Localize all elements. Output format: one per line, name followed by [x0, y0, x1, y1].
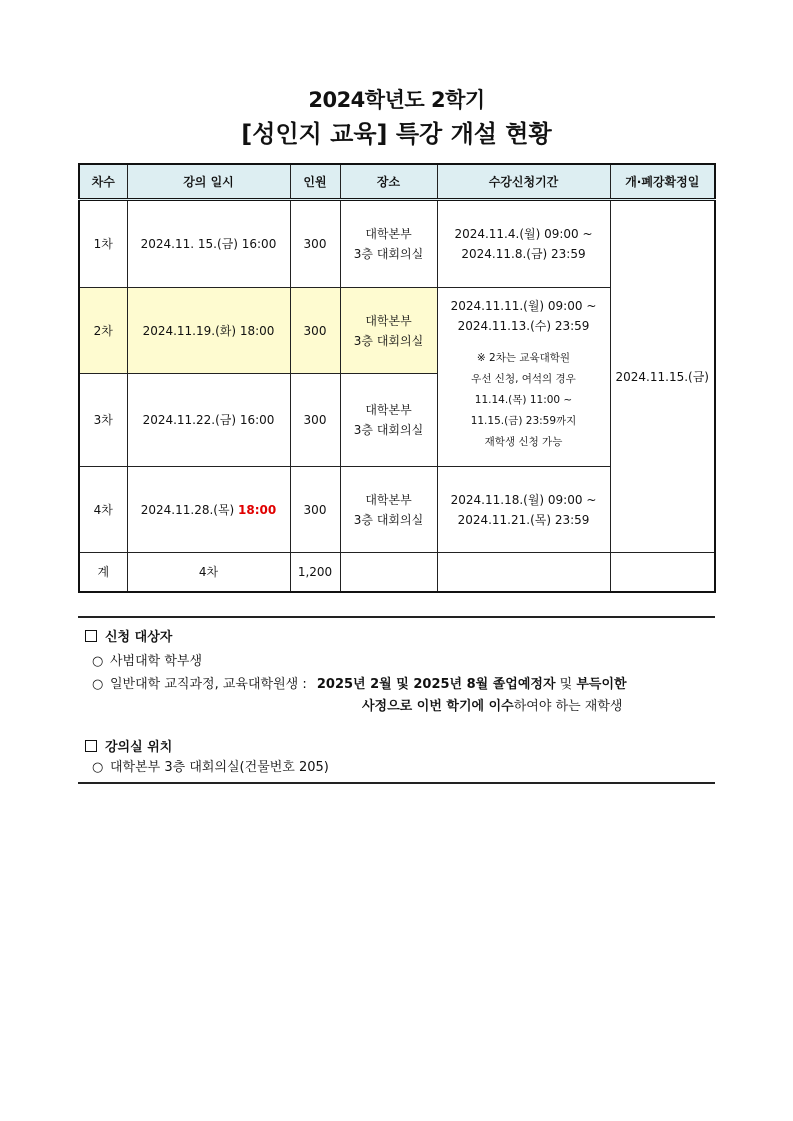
- place-cell: [340, 467, 437, 553]
- place-line1: 대학본부: [365, 227, 412, 241]
- place-cell: [340, 200, 437, 288]
- header-place: 장소: [340, 164, 437, 200]
- list-item: [92, 650, 202, 669]
- list-item-bold: 사정으로 이번 학기에 이수: [362, 699, 514, 714]
- note-line: 우선 신청, 여석의 경우: [471, 373, 576, 385]
- place-cell: [340, 374, 437, 467]
- circle-bullet-icon: ○: [92, 760, 104, 775]
- list-item-bold: 2025년 2월 및 2025년 8월 졸업예정자: [316, 677, 556, 692]
- count-cell: 300: [290, 200, 340, 288]
- section-applicants-heading: [85, 626, 172, 645]
- datetime-text: 2024.11.28.(목): [140, 502, 239, 517]
- header-confirm-date: 개·폐강확정일: [610, 164, 715, 200]
- table-total-row: [79, 553, 715, 592]
- period-start: 2024.11.11.(월) 09:00 ~: [450, 299, 597, 313]
- list-item-bold: 부득이한: [576, 677, 627, 692]
- round-cell: 4차: [79, 467, 127, 553]
- datetime-time-highlight: 18:00: [238, 502, 277, 517]
- datetime-cell: [127, 467, 290, 553]
- divider: [78, 782, 715, 784]
- datetime-cell: 2024.11. 15.(금) 16:00: [127, 200, 290, 288]
- total-count-cell: 1,200: [290, 553, 340, 592]
- round-cell: 3차: [79, 374, 127, 467]
- round-cell: 1차: [79, 200, 127, 288]
- header-datetime: 강의 일시: [127, 164, 290, 200]
- note-line: 재학생 신청 가능: [484, 436, 563, 448]
- total-rounds-cell: 4차: [127, 553, 290, 592]
- place-line2: 3층 대회의실: [353, 247, 424, 261]
- list-item-text: 사범대학 학부생: [110, 654, 203, 669]
- divider: [78, 616, 715, 618]
- list-item: [92, 756, 329, 775]
- section-heading-text: 신청 대상자: [105, 630, 173, 645]
- place-line1: 대학본부: [365, 313, 412, 328]
- header-round: 차수: [79, 164, 127, 200]
- empty-cell: [437, 553, 610, 592]
- confirm-date-cell: 2024.11.15.(금): [610, 200, 715, 553]
- empty-cell: [340, 553, 437, 592]
- note-line: 11.15.(금) 23:59까지: [470, 415, 577, 427]
- period-end: 2024.11.8.(금) 23:59: [461, 247, 586, 261]
- count-cell: 300: [290, 467, 340, 553]
- note-line: 11.14.(목) 11:00 ~: [474, 394, 573, 406]
- list-item: [92, 673, 722, 692]
- place-line2: 3층 대회의실: [353, 423, 424, 437]
- period-note: [440, 348, 608, 453]
- header-count: 인원: [290, 164, 340, 200]
- empty-cell: [610, 553, 715, 592]
- list-item-tail: 하여야 하는 재학생: [513, 699, 623, 714]
- list-item-continuation: [362, 695, 622, 714]
- header-period: 수강신청기간: [437, 164, 610, 200]
- document-title: 2024학년도 2학기: [308, 88, 485, 112]
- checkbox-square-icon: [85, 740, 97, 752]
- schedule-table: [78, 163, 716, 593]
- datetime-cell: 2024.11.19.(화) 18:00: [127, 288, 290, 374]
- place-line1: 대학본부: [365, 403, 412, 417]
- round-cell: 2차: [79, 288, 127, 374]
- place-line2: 3층 대회의실: [353, 512, 424, 527]
- document-subtitle: [성인지 교육] 특강 개설 현황: [241, 120, 552, 148]
- list-item-prefix: 일반대학 교직과정, 교육대학원생 :: [110, 677, 307, 692]
- list-item-text: 대학본부 3층 대회의실(건물번호 205): [110, 760, 329, 775]
- section-heading-text: 강의실 위치: [105, 740, 173, 755]
- period-start: 2024.11.18.(월) 09:00 ~: [450, 492, 597, 507]
- circle-bullet-icon: ○: [92, 654, 104, 669]
- count-cell: 300: [290, 374, 340, 467]
- period-end: 2024.11.21.(목) 23:59: [457, 512, 590, 527]
- period-end: 2024.11.13.(수) 23:59: [457, 319, 590, 333]
- section-location-heading: [85, 736, 172, 755]
- circle-bullet-icon: ○: [92, 677, 104, 692]
- period-cell: [437, 200, 610, 288]
- checkbox-square-icon: [85, 630, 97, 642]
- place-cell: [340, 288, 437, 374]
- count-cell: 300: [290, 288, 340, 374]
- period-cell: [437, 288, 610, 467]
- place-line2: 3층 대회의실: [353, 333, 424, 348]
- period-cell: [437, 467, 610, 553]
- list-item-mid: 및: [555, 677, 577, 692]
- note-line: ※ 2차는 교육대학원: [476, 352, 571, 364]
- table-header-row: [79, 164, 715, 200]
- place-line1: 대학본부: [365, 492, 412, 507]
- table-row: [79, 200, 715, 288]
- total-label-cell: 계: [79, 553, 127, 592]
- datetime-cell: 2024.11.22.(금) 16:00: [127, 374, 290, 467]
- period-start: 2024.11.4.(월) 09:00 ~: [454, 227, 593, 241]
